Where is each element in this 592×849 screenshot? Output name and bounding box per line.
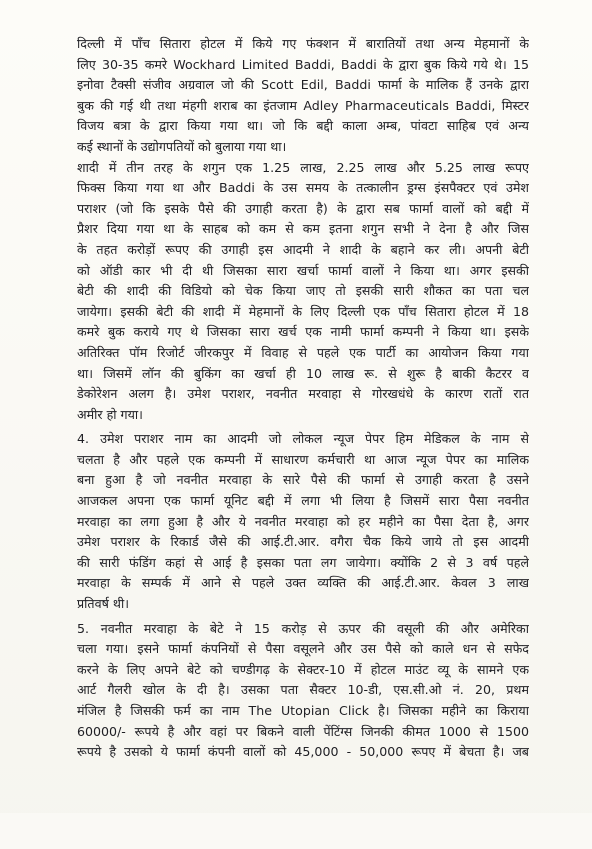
- text-line: आर्ट गैलरी खोल के दी है। उसका पता सैक्टर 10-डी, एस.सी.ओ नं. 20, प्रथम: [77, 682, 529, 698]
- text-line: चला गया। इसने फार्मा कंपनियों से पैसा वसूलने और उस पैसे को काले धन से सफेद: [77, 641, 529, 657]
- text-line: प्रैशर दिया गया था के साहब को कम से कम इतना शगुन सभी ने देना है और जिस: [77, 221, 529, 237]
- text-line: अतिरिक्त पॉम रिजोर्ट जीरकपुर में विवाह से पहले एक पार्टी का आयोजन किया गया: [77, 344, 529, 360]
- text-line: कमरे बुक कराये गए थे जिसका सारा खर्च एक नामी फार्मा कम्पनी ने किया था। इसके: [77, 324, 529, 340]
- text-line: लिए 30-35 कमरे Wockhard Limited Baddi, Baddi के द्वारा बुक किये गये थे। 15: [77, 56, 529, 72]
- text-line: आजकल अपना एक फार्मा यूनिट बद्दी में लगा भी लिया है जिसमें सारा पैसा नवनीत: [77, 493, 529, 509]
- paragraph: [77, 158, 529, 426]
- text-line: मरवाहा का लगा हुआ है और ये नवनीत मरवाहा को हर महीने का पैसा देता है, अगर: [77, 513, 529, 529]
- paragraph: [77, 619, 529, 763]
- text-line: जायेगा। इसकी बेटी की शादी में मेहमानों के लिए दिल्ली एक पाँच सितारा होटल में 18: [77, 303, 529, 319]
- text-line: करने के लिए अपने बेटे को चण्डीगढ़ के सेक्टर-10 में होटल माउंट व्यू के सामने एक: [77, 661, 529, 677]
- text-line: बुक की गई थी तथा मंहगी शराब का इंतजाम Adley Pharmaceuticals Baddi, मिस्टर: [77, 97, 529, 113]
- text-line: उमेश पराशर के रिकार्ड जैसे की आई.टी.आर. वगैरा चैक किये जाये तो इस आदमी: [77, 534, 529, 550]
- document-body: [77, 34, 529, 763]
- text-line: इनोवा टैक्सी संजीव अग्रवाल जो की Scott Edil, Baddi फार्मा के मालिक हैं उनके द्वारा: [77, 77, 529, 93]
- text-line: के तहत करोड़ों रूपए की उगाही इस आदमी ने शादी के बहाने कर ली। अपनी बेटी: [77, 241, 529, 257]
- text-line: विजय बत्रा के द्वारा किया गया था। जो कि बद्दी काला अम्ब, पांवटा साहिब एवं अन्य: [77, 118, 529, 134]
- text-line: पराशर (जो कि इसके पैसे की उगाही करता है) के द्वारा सब फार्मा वालों को बद्दी में: [77, 200, 529, 216]
- text-line: बेटी की शादी की विडियो को चेक किया जाए तो इसकी सारी शौकत का पता चल: [77, 283, 529, 299]
- text-line: प्रतिवर्ष थी।: [77, 596, 129, 612]
- text-line: डेकोरेशन अलग है। उमेश पराशर, नवनीत मरवाहा से गोरखधंधे के कारण रातों रात: [77, 386, 529, 402]
- text-line: बना हुआ है जो नवनीत मरवाहा के सारे पैसे की फार्मा से उगाही करता है उसने: [77, 472, 529, 488]
- text-line: रूपये है उसको ये फार्मा कंपनी वालों को 45,000 - 50,000 रूपए में बेचता है। जब: [77, 744, 529, 760]
- text-line: मंजिल है जिसकी फर्म का नाम The Utopian Click है। जिसका महीने का किराया: [77, 703, 529, 718]
- text-line: 5. नवनीत मरवाहा के बेटे ने 15 करोड़ से ऊपर की वसूली की और अमेरिका: [77, 620, 529, 636]
- text-line: चलता है और पहले एक कम्पनी में साधारण कर्मचारी था आज न्यूज पेपर का मालिक: [77, 451, 529, 467]
- page-bottom-margin: [0, 813, 592, 849]
- text-line: था। जिसमें लॉन की बुकिंग का खर्चा ही 10 लाख रू. से शुरू है बाकी कैटरर व: [77, 365, 529, 381]
- text-line: 60000/- रूपये है और वहां पर बिकने वाली पेंटिंग्स जिनकी कीमत 1000 से 1500: [77, 723, 529, 739]
- text-line: शादी में तीन तरह के शगुन एक 1.25 लाख, 2.25 लाख और 5.25 लाख रूपए: [77, 159, 529, 175]
- text-line: फिक्स किया गया था और Baddi के उस समय के तत्कालीन ड्रग्स इंसपैक्टर एवं उमेश: [77, 180, 529, 196]
- text-line: 4. उमेश पराशर नाम का आदमी जो लोकल न्यूज पेपर हिम मेडिकल के नाम से: [77, 431, 529, 447]
- text-line: कई स्थानों के उद्योगपतियों को बुलाया गया था।: [77, 138, 287, 154]
- text-line: मरवाहा के सम्पर्क में आने से पहले उक्त व्यक्ति की आई.टी.आर. केवल 3 लाख: [77, 575, 529, 591]
- text-line: अमीर हो गया।: [77, 406, 143, 422]
- paragraph: [77, 429, 529, 614]
- paragraph: [77, 34, 529, 158]
- text-line: दिल्ली में पाँच सितारा होटल में किये गए फंक्शन में बारातियों तथा अन्य मेहमानों के: [77, 36, 529, 51]
- text-line: को ऑडी कार भी दी थी जिसका सारा खर्चा फार्मा वालों ने किया था। अगर इसकी: [77, 262, 529, 278]
- text-line: की सारी फंडिंग कहां से आई है इसका पता लग जायेगा। क्योंकि 2 से 3 वर्ष पहले: [77, 554, 529, 570]
